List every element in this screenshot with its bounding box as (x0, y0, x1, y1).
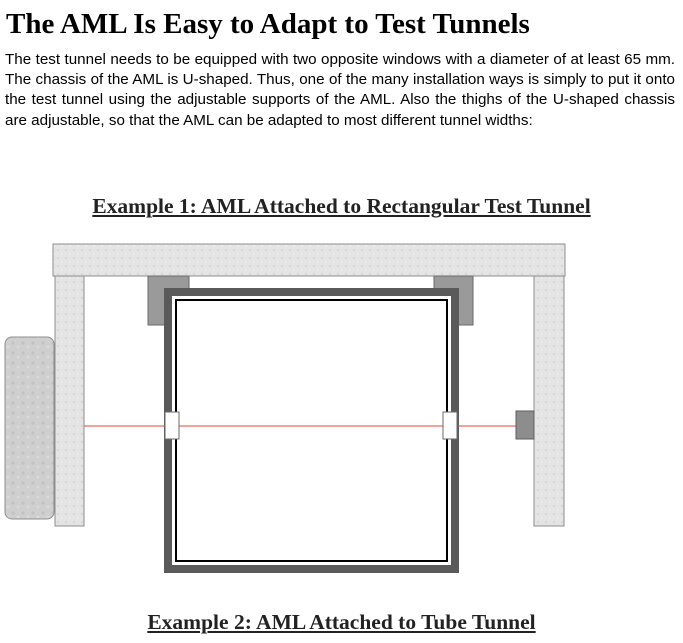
laser-housing (5, 337, 54, 519)
chassis-right-thigh (534, 276, 564, 526)
rectangular-tunnel-diagram (0, 238, 683, 576)
example-1-heading: Example 1: AML Attached to Rectangular Test Tunnel (92, 194, 591, 218)
tunnel-inner-outline (176, 300, 447, 561)
chassis-left-thigh (55, 276, 84, 526)
page-title: The AML Is Easy to Adapt to Test Tunnels (6, 8, 530, 40)
right-window (443, 412, 457, 439)
example-2-heading: Example 2: AML Attached to Tube Tunnel (147, 610, 536, 634)
left-window (165, 412, 179, 439)
intro-paragraph: The test tunnel needs to be equipped with two opposite windows with a diameter of at least 65 mm. The chassis of the AML is U-shaped. Thus, one of the many installation ways is simply to put it onto the test tunnel using the adjustable supports of the AML. Also the thighs of the U-shaped chassis are adjustable, so that the AML can be adapted to most different tunnel widths: (5, 51, 675, 129)
detector (516, 411, 534, 439)
chassis-top-beam (53, 244, 565, 276)
